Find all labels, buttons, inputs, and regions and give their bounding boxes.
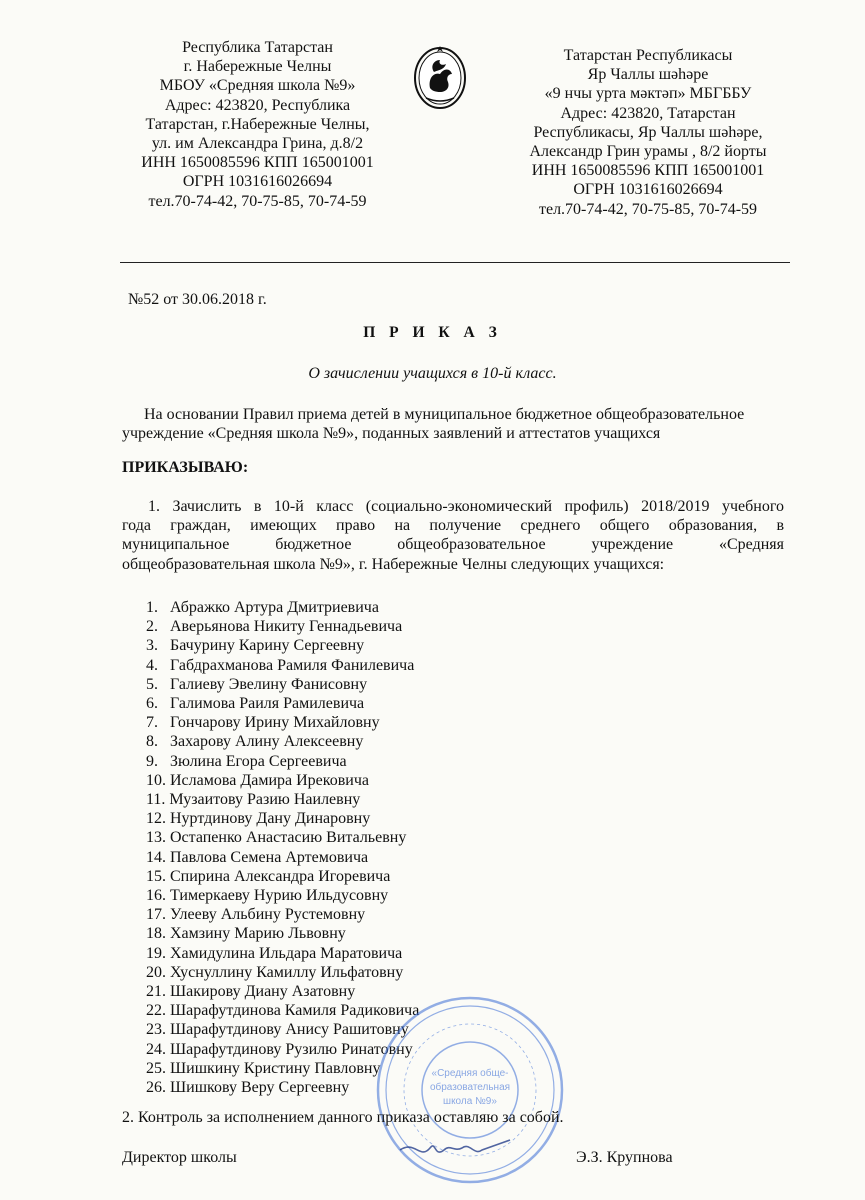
header-left-line: ул. им Александра Грина, д.8/2 [151, 135, 364, 153]
document-title: П Р И К А З [363, 324, 502, 341]
header-right-line: Александр Грин урамы , 8/2 йорты [529, 143, 767, 161]
list-item: 21. Шакирову Диану Азатовну [146, 983, 356, 1001]
list-item: 15. Спирина Александра Игоревича [146, 867, 391, 885]
item2-paragraph: 2. Контроль за исполнением данного приказа оставляю за собой. [122, 1109, 564, 1126]
list-item: 16. Тимеркаеву Нурию Ильдусовну [146, 887, 389, 905]
header-right-line: Яр Чаллы шәһәре [587, 66, 709, 84]
item1-paragraph [122, 497, 784, 574]
header-divider [120, 262, 790, 263]
list-item: 19. Хамидулина Ильдара Маратовича [146, 944, 403, 962]
list-item: 20. Хуснуллину Камиллу Ильфатовну [146, 963, 404, 981]
list-item: 14. Павлова Семена Артемовича [146, 848, 369, 866]
header-left-line: Республика Татарстан [182, 39, 333, 56]
header-left [120, 38, 395, 211]
list-item: 18. Хамзину Марию Львовну [146, 925, 346, 943]
list-item: 10. Исламова Дамира Ирековича [146, 771, 369, 789]
header-right-line: «9 нчы урта мәктәп» МБГББУ [544, 85, 752, 103]
document-number: №52 от 30.06.2018 г. [128, 291, 267, 308]
list-item: 6. Галимова Раиля Рамилевича [146, 695, 365, 713]
header-right-line: тел.70-74-42, 70-75-85, 70-74-59 [538, 200, 758, 218]
header-left-line: тел.70-74-42, 70-75-85, 70-74-59 [148, 192, 367, 210]
document-subtitle: О зачислении учащихся в 10-й класс. [308, 365, 557, 382]
header-right-line: Республикасы, Яр Чаллы шәһәре, [533, 123, 763, 141]
list-item: 23. Шарафутдинову Анису Рашитовну [146, 1021, 409, 1039]
order-word: ПРИКАЗЫВАЮ: [122, 459, 249, 476]
list-item: 12. Нуртдинову Дану Динаровну [146, 810, 371, 828]
header-left-line: Татарстан, г.Набережные Челны, [145, 115, 370, 133]
director-name: Э.З. Крупнова [576, 1149, 673, 1166]
list-item: 25. Шишкину Кристину Павловну [146, 1059, 381, 1077]
item1-line: года граждан, имеющих право на получение среднего общего образования, в [122, 517, 784, 535]
list-item: 17. Улееву Альбину Рустемовну [146, 906, 366, 924]
director-label: Директор школы [122, 1149, 237, 1166]
list-item: 11. Музаитову Разию Наилевну [146, 791, 361, 809]
svg-text:школа №9»: школа №9» [443, 1096, 497, 1107]
header-left-line: Адрес: 423820, Республика [164, 96, 351, 114]
header-right-line: Татарстан Республикасы [563, 47, 733, 64]
header-left-line: г. Набережные Челны [183, 58, 332, 76]
item1-line: общеобразовательная школа №9», г. Набережные Челны следующих учащихся: [122, 555, 665, 573]
list-item: 7. Гончарову Ирину Михайловну [146, 714, 380, 732]
header-right [508, 46, 788, 219]
header-left-line: ОГРН 1031616026694 [182, 173, 333, 191]
header-right-line: ОГРН 1031616026694 [573, 181, 723, 199]
list-item: 9. Зюлина Егора Сергеевича [146, 752, 347, 770]
header-right-line: ИНН 1650085596 КПП 165001001 [531, 162, 765, 180]
list-item: 24. Шарафутдинову Рузилю Ринатовну [146, 1040, 413, 1058]
svg-text:«Средняя обще-: «Средняя обще- [431, 1068, 509, 1079]
header-left-line: МБОУ «Средняя школа №9» [159, 77, 356, 95]
basis-paragraph: На основании Правил приема детей в муниципальное бюджетное общеобразовательное учреждение «Средняя школа №9», поданных заявлений и аттестатов учащихся [122, 406, 745, 443]
school-stamp [370, 990, 570, 1190]
item1-line: муниципальное бюджетное общеобразовательное учреждение «Средняя [122, 536, 784, 554]
list-item: 3. Бачурину Карину Сергеевну [146, 637, 365, 655]
header-right-line: Адрес: 423820, Татарстан [560, 104, 736, 122]
list-item: 1. Абражко Артура Дмитриевича [146, 599, 379, 616]
item1-line: 1. Зачислить в 10-й класс (социально-экономический профиль) 2018/2019 учебного [148, 498, 784, 515]
list-item: 26. Шишкову Веру Сергеевну [146, 1079, 350, 1097]
header-left-line: ИНН 1650085596 КПП 165001001 [141, 154, 374, 172]
list-item: 4. Габдрахманова Рамиля Фанилевича [146, 656, 415, 674]
list-item: 22. Шарафутдинова Камиля Радиковича [146, 1002, 420, 1020]
list-item: 8. Захарову Алину Алексеевну [146, 733, 364, 751]
svg-text:образовательная: образовательная [429, 1082, 511, 1093]
tatarstan-emblem-icon [412, 38, 468, 118]
list-item: 13. Остапенко Анастасию Витальевну [146, 829, 407, 847]
list-item: 2. Аверьянова Никиту Геннадьевича [146, 618, 403, 636]
list-item: 5. Галиеву Эвелину Фанисовну [146, 675, 368, 693]
